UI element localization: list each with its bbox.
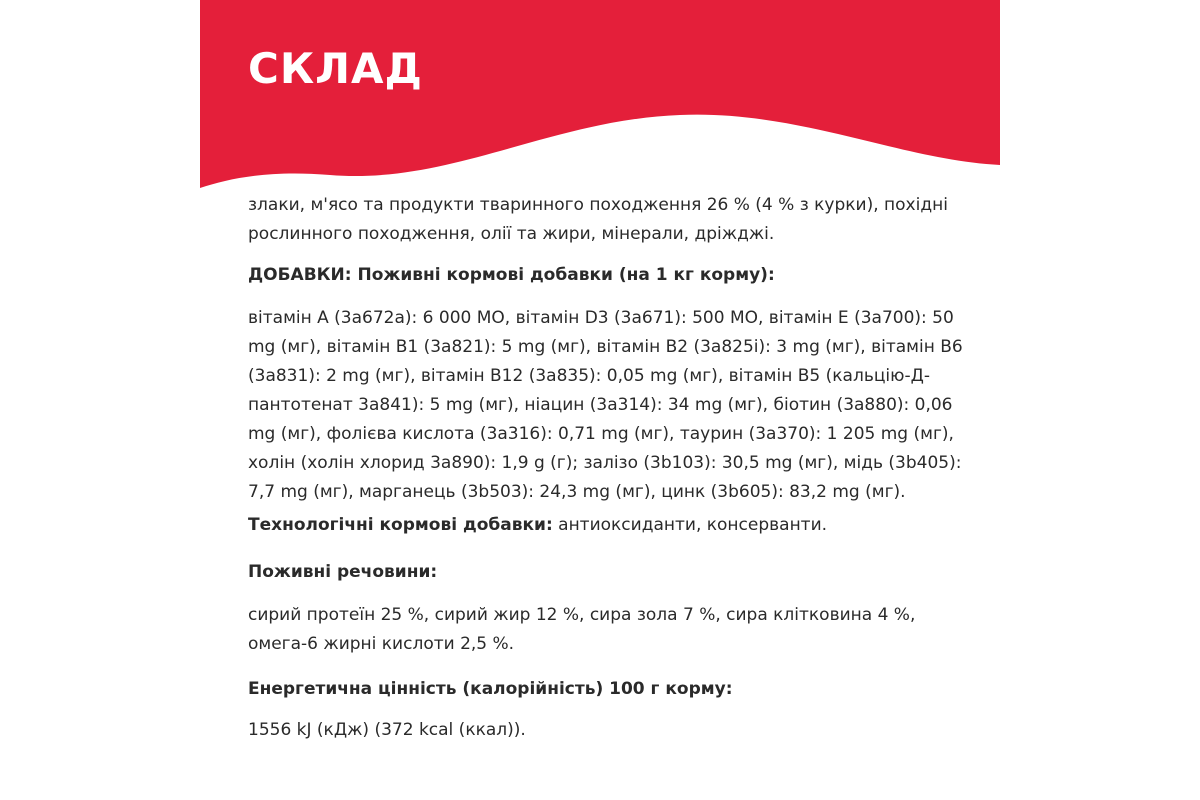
content-body — [248, 191, 968, 745]
header-banner — [200, 0, 1000, 200]
page-title: СКЛАД — [248, 44, 423, 93]
energy-heading: Енергетична цінність (калорійність) 100 г корму: — [248, 679, 733, 699]
vitamins-text: вітамін А (3а672а): 6 000 МО, вітамін D3 (3а671): 500 МО, вітамін Е (3а700): 50 mg (мг), вітамін B1 (3а821): 5 mg (мг), вітамін B2 (3а825і): 3 mg (мг), вітамін B6 (3а831): 2 mg (мг), вітамін B12 (3а835): 0,05 mg (мг), вітамін B5 (кальцію-Д-пантотенат 3а841): 5 mg (мг), ніацин (3а314): 34 mg (мг), біотин (3а880): 0,06 mg (мг), фолієва кислота (3а316): 0,71 mg (мг), таурин (3а370): 1 205 mg (мг), холін (холін хлорид 3а890): 1,9 g (г); залізо (3b103): 30,5 mg (мг), мідь (3b405): 7,7 mg (мг), марганець (3b503): 24,3 mg (мг), цинк (3b605): 83,2 mg (мг). — [248, 308, 963, 502]
nutrients-text: сирий протеїн 25 %, сирий жир 12 %, сира зола 7 %, сира клітковина 4 %, омега-6 жирні кислоти 2,5 %. — [248, 605, 916, 654]
energy-text: 1556 kJ (кДж) (372 kcal (ккал)). — [248, 720, 526, 740]
tech-additives-line — [248, 511, 968, 540]
nutrients-heading: Поживні речовини: — [248, 562, 438, 582]
wave-shape — [200, 0, 1000, 200]
tech-additives-text: антиоксиданти, консерванти. — [552, 515, 828, 535]
composition-text: злаки, м'ясо та продукти тваринного походження 26 % (4 % з курки), похідні рослинного походження, олії та жири, мінерали, дріжджі. — [248, 195, 948, 244]
composition-panel — [200, 0, 1000, 800]
tech-additives-label: Технологічні кормові добавки: — [248, 515, 553, 535]
additives-heading: ДОБАВКИ: Поживні кормові добавки (на 1 кг корму): — [248, 265, 775, 285]
